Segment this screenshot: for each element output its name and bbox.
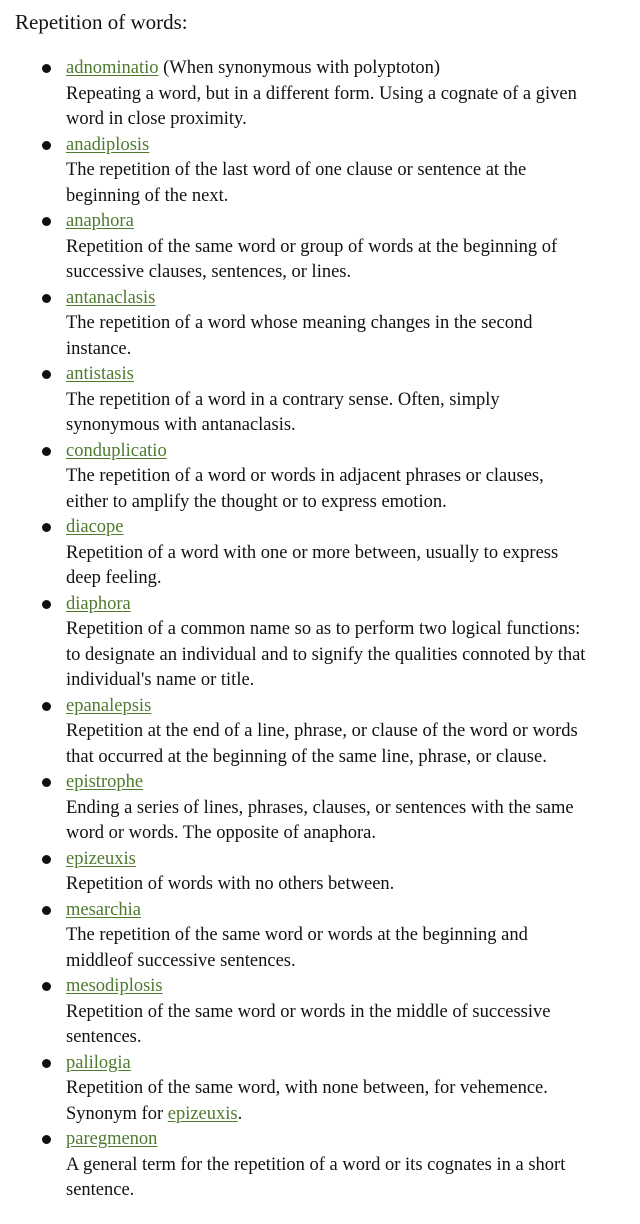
term-definition: Repetition of a word with one or more between, usually to express deep feeling. xyxy=(66,542,559,588)
list-item xyxy=(0,56,640,133)
term-link[interactable]: diaphora xyxy=(66,593,131,614)
list-item xyxy=(0,770,640,847)
bullet-icon xyxy=(42,1059,51,1068)
list-item xyxy=(0,592,640,694)
bullet-icon xyxy=(42,855,51,864)
page-title: Repetition of words: xyxy=(15,10,188,34)
term-link[interactable]: epistrophe xyxy=(66,772,144,792)
term-note: (When synonymous with polyptoton) xyxy=(163,58,441,78)
term-definition: The repetition of the same word or words at the beginning and middleof successive sentences. xyxy=(66,925,528,971)
term-definition: Repeating a word, but in a different form. Using a cognate of a given word in close proximity. xyxy=(66,83,577,129)
term-definition: A general term for the repetition of a word or its cognates in a short sentence. xyxy=(66,1154,566,1200)
term-link[interactable]: mesarchia xyxy=(66,899,141,920)
term-definition: Ending a series of lines, phrases, clauses, or sentences with the same word or words. The opposite of anaphora. xyxy=(66,797,574,843)
bullet-icon xyxy=(42,447,51,456)
term-link[interactable]: paregmenon xyxy=(66,1129,158,1149)
list-item xyxy=(0,847,640,898)
list-item xyxy=(0,1127,640,1204)
term-definition: Repetition of the same word or words in the middle of successive sentences. xyxy=(66,1001,551,1047)
term-link[interactable]: palilogia xyxy=(66,1052,131,1073)
list-item xyxy=(0,898,640,975)
bullet-icon xyxy=(42,64,51,73)
term-link[interactable]: anadiplosis xyxy=(66,134,150,155)
term-link[interactable]: epanalepsis xyxy=(66,695,152,716)
list-item xyxy=(0,515,640,592)
list-item xyxy=(0,694,640,771)
definition-text: Repetition of the same word, with none between, for vehemence. Synonym for xyxy=(66,1078,548,1124)
term-definition: The repetition of a word in a contrary sense. Often, simply synonymous with antanaclasis. xyxy=(66,389,500,435)
term-definition: Repetition of the same word or group of words at the beginning of successive clauses, sentences, or lines. xyxy=(66,236,558,282)
bullet-icon xyxy=(42,1135,51,1144)
bullet-icon xyxy=(42,141,51,150)
list-item xyxy=(0,1051,640,1128)
term-link[interactable]: conduplicatio xyxy=(66,440,167,461)
bullet-icon xyxy=(42,523,51,532)
term-link[interactable]: anaphora xyxy=(66,211,134,231)
term-definition: The repetition of a word or words in adjacent phrases or clauses, either to amplify the thought or to express emotion. xyxy=(66,466,544,512)
term-definition: The repetition of the last word of one clause or sentence at the beginning of the next. xyxy=(66,160,527,206)
bullet-icon xyxy=(42,906,51,915)
list-item xyxy=(0,362,640,439)
term-link[interactable]: antanaclasis xyxy=(66,287,156,308)
list-item xyxy=(0,974,640,1051)
bullet-icon xyxy=(42,600,51,609)
bullet-icon xyxy=(42,982,51,991)
term-definition: The repetition of a word whose meaning changes in the second instance. xyxy=(66,313,533,359)
term-link[interactable]: adnominatio xyxy=(66,58,159,78)
term-list xyxy=(0,56,640,1204)
list-item xyxy=(0,286,640,363)
term-link[interactable]: epizeuxis xyxy=(66,848,136,869)
bullet-icon xyxy=(42,370,51,379)
bullet-icon xyxy=(42,702,51,711)
term-definition: Repetition of words with no others between. xyxy=(66,874,395,894)
list-item xyxy=(0,439,640,516)
term-definition: Repetition at the end of a line, phrase, or clause of the word or words that occurred at the beginning of the same line, phrase, or clause. xyxy=(66,721,578,767)
bullet-icon xyxy=(42,217,51,226)
term-link[interactable]: mesodiplosis xyxy=(66,976,163,996)
inline-term-link[interactable]: epizeuxis xyxy=(167,1103,238,1124)
term-definition: Repetition of a common name so as to perform two logical functions: to designate an individual and to signify the qualities connoted by that individual's name or title. xyxy=(66,619,586,690)
bullet-icon xyxy=(42,778,51,787)
term-definition xyxy=(66,1076,590,1127)
list-item xyxy=(0,209,640,286)
term-link[interactable]: antistasis xyxy=(66,364,134,384)
term-link[interactable]: diacope xyxy=(66,517,124,537)
bullet-icon xyxy=(42,294,51,303)
list-item xyxy=(0,133,640,210)
definition-end: . xyxy=(237,1103,243,1124)
